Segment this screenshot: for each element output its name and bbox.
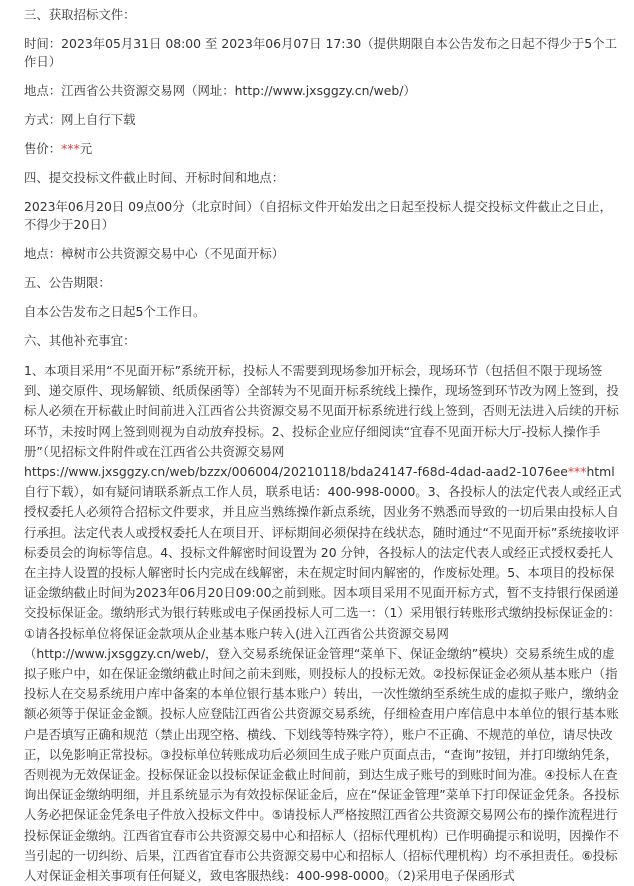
supplementary-text — [24, 361, 622, 886]
doc-time: 时间：2023年05月31日 08:00 至 2023年06月07日 17:30（提供期限自本公告发布之日起不得少于5个工作日） — [24, 36, 617, 69]
supplementary-text-b: html 自行下载），如有疑问请联系新点工作人员，联系电话：400-998-0000。3、各投标人的法定代表人或经正式授权委托人必须符合招标文件要求，并且应当熟练操作新点系统，因业务不熟悉而导致的一切后果由投标人自行承担。法定代表人或授权委托人在项目开、评标期间必须保持在线状态，随时通过“不见面开标”系统接收评标委员会的询标等信息。4、投标文件解密时间设置为 20 分钟，各投标人的法定代表人或经正式授权委托人在主持人设置的投标人解密时长内完成在线解密，未在规定时间内解密的，作废标处理。5、本项目的投标保证金缴纳截止时间为2023年06月20日09:00之前到账。因本项目采用不见面开标方式，暂不支持银行保函递交投标保证金。缴纳形式为银行转账或电子保函投标人可二选一：（1）采用银行转账形式缴纳投标保证金的：①请各投标单位将保证金款项从企业基本账户转入(进入江西省公共资源交易网（http://www.jxsggzy.cn/web/，登入交易系统保证金管理“菜单下、保证金缴纳”模块）交易系统生成的虚拟子账户中，如在保证金缴纳截止时间之前未到账，则投标人的投标无效。②投标保证金必须从基本账户（指投标人在交易系统用户库中备案的本单位银行基本账户）转出，一次性缴纳至系统生成的虚拟子账户，缴纳金额必须等于保证金金额。投标人应登陆江西省公共资源交易系统，仔细检查用户库信息中本单位的银行基本账户是否填写正确和规范（禁止出现空格、横线、下划线等特殊字符），账户不正确、不规范的单位，请尽快改正，以免影响正常投标。③投标单位转账成功后必须回生成子账户页面点击，“查询”按钮，并打印缴纳凭条，否则视为无效保证金。投标保证金以投标保证金截止时间前，到达生成子账号的到账时间为准。④投标人在查询出保证金缴纳明细，并且系统显示为有效投标保证金后，应在“保证金管理”菜单下打印保证金凭条。各投标人务必把保证金凭条电子件放入投标文件中。⑤请投标人严格按照江西省公共资源交易网公布的操作流程进行投标保证金缴纳。江西省宜春市公共资源交易中心和招标人（招标代理机构）已作明确提示和说明，因操作不当引起的一切纠纷、后果，江西省宜春市公共资源交易中心和招标人（招标代理机构）均不承担责任。⑥投标人对保证金相关事项有任何疑义，致电客服热线：400-998-0000。（2)采用电子保函形式 — [24, 464, 622, 884]
doc-price — [24, 140, 622, 158]
price-masked: *** — [61, 141, 80, 156]
price-unit: 元 — [79, 141, 93, 156]
section-5-heading: 五、公告期限： — [24, 275, 111, 290]
section-6-heading: 六、其他补充事宜： — [24, 333, 136, 348]
notice-period: 自本公告发布之日起5个工作日。 — [24, 304, 206, 319]
section-4-heading: 四、提交投标文件截止时间、开标时间和地点： — [24, 170, 285, 185]
bid-deadline: 2023年06月20日 09点00分（北京时间）（自招标文件开始发出之日起至投标人提交投标文件截止之日止，不得少于20日） — [24, 199, 612, 232]
supplementary-text-a: 1、本项目采用“不见面开标”系统开标，投标人不需要到现场参加开标会，现场环节（包括但不限于现场签到、递交原件、现场解锁、纸质保函等）全部转为不见面开标系统线上操作，现场签到环节改为网上签到，投标人必须在开标截止时间前进入江西省公共资源交易不见面开标系统进行线上签到，否则无法进入后续的开标环节，未按时网上签到则视为自动放弃投标。2、投标企业应仔细阅读“宜春不见面开标大厅-投标人操作手册”（见招标文件附件或在江西省公共资源交易网https://www.jxsggzy.cn/web/bzzx/006004/20210118/bda24147-f68d-4dad-aad2-1076ee — [24, 363, 619, 480]
doc-place-prefix: 地点：江西省公共资源交易网（网址： — [24, 83, 235, 98]
doc-place-suffix: ） — [403, 83, 416, 98]
doc-method: 方式：网上自行下载 — [24, 112, 136, 127]
section-3-heading: 三、获取招标文件： — [24, 7, 136, 22]
jxsggzy-link[interactable]: http://www.jxsggzy.cn/web/ — [234, 83, 404, 98]
masked-text: *** — [567, 464, 587, 480]
price-label: 售价： — [24, 141, 62, 156]
bid-place: 地点：樟树市公共资源交易中心（不见面开标） — [24, 246, 285, 261]
doc-place — [24, 82, 622, 100]
